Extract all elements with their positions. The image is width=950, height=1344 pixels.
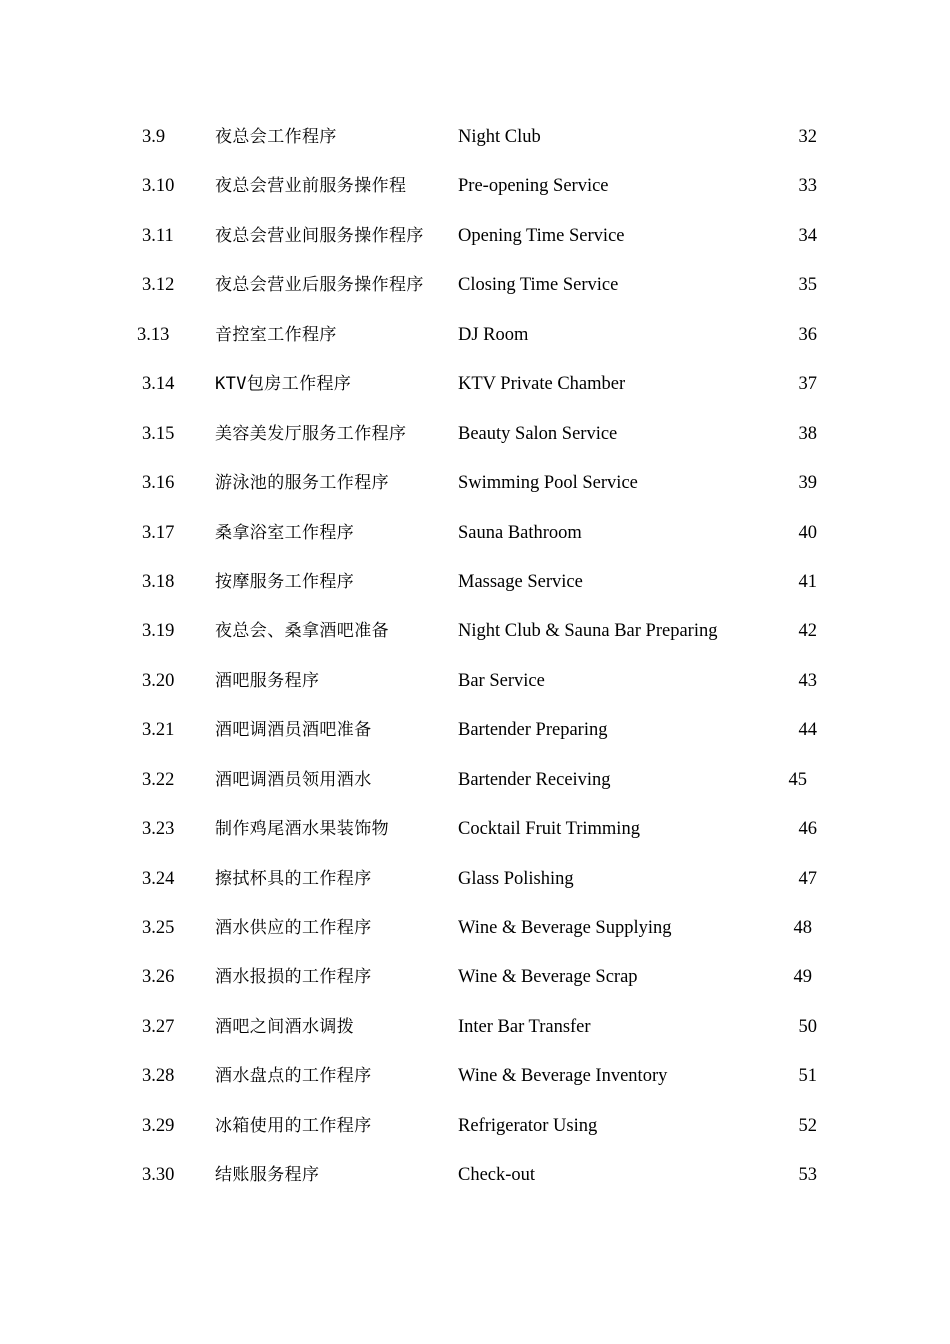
toc-entry [0, 767, 950, 816]
page-number: 38 [798, 423, 817, 444]
page-number: 48 [793, 918, 812, 938]
english-title: Massage Service [458, 571, 583, 592]
toc-entry [0, 866, 950, 915]
page-number: 50 [798, 1016, 817, 1037]
section-number: 3.24 [142, 868, 175, 889]
chinese-title: 夜总会营业后服务操作程序 [215, 275, 424, 296]
page-number: 46 [798, 819, 817, 840]
toc-entry [0, 816, 950, 865]
chinese-title: 游泳池的服务工作程序 [215, 473, 389, 494]
english-title: Closing Time Service [458, 275, 619, 296]
english-title: Inter Bar Transfer [458, 1016, 591, 1037]
toc-entry [0, 717, 950, 766]
english-title: Beauty Salon Service [458, 423, 618, 444]
toc-entry [0, 1162, 950, 1211]
english-title: Check-out [458, 1165, 536, 1186]
section-number: 3.30 [142, 1165, 175, 1186]
page-number: 35 [798, 275, 817, 296]
chinese-title: 夜总会营业间服务操作程序 [215, 225, 424, 246]
page-number: 53 [798, 1165, 817, 1186]
chinese-title: 音控室工作程序 [215, 324, 337, 345]
toc-entry [0, 915, 950, 964]
section-number: 3.29 [142, 1115, 175, 1136]
section-number: 3.25 [142, 918, 175, 938]
toc-entry [0, 618, 950, 667]
english-title: Sauna Bathroom [458, 522, 582, 543]
english-title: Night Club [458, 127, 541, 147]
english-title: Refrigerator Using [458, 1115, 598, 1136]
page-number: 44 [798, 720, 817, 741]
english-title: Wine & Beverage Supplying [458, 918, 672, 938]
page-number: 49 [793, 967, 812, 988]
english-title: Bartender Receiving [458, 769, 611, 790]
toc-entry [0, 371, 950, 420]
chinese-title: 酒水供应的工作程序 [215, 918, 372, 938]
page-number: 45 [788, 769, 807, 790]
section-number: 3.28 [142, 1066, 175, 1087]
page-number: 40 [798, 522, 817, 543]
section-number: 3.13 [137, 324, 170, 345]
page-number: 32 [798, 127, 817, 147]
toc-entry [0, 1113, 950, 1162]
english-title: Glass Polishing [458, 868, 574, 889]
chinese-title: 夜总会工作程序 [215, 127, 337, 147]
table-of-contents [0, 124, 950, 1212]
toc-entry [0, 124, 950, 173]
toc-entry [0, 668, 950, 717]
section-number: 3.10 [142, 176, 175, 197]
english-title: KTV Private Chamber [458, 374, 626, 395]
chinese-title: 酒吧调酒员酒吧准备 [215, 720, 372, 741]
chinese-title: KTV包房工作程序 [215, 374, 352, 395]
page-number: 36 [798, 324, 817, 345]
english-title: DJ Room [458, 324, 529, 345]
english-title: Opening Time Service [458, 225, 625, 246]
english-title: Pre-opening Service [458, 176, 609, 197]
section-number: 3.12 [142, 275, 175, 296]
english-title: Bar Service [458, 670, 545, 691]
section-number: 3.22 [142, 769, 175, 790]
english-title: Cocktail Fruit Trimming [458, 819, 640, 840]
chinese-title: 桑拿浴室工作程序 [215, 522, 355, 543]
toc-entry [0, 1063, 950, 1112]
page-number: 47 [798, 868, 817, 889]
section-number: 3.15 [142, 423, 175, 444]
chinese-title: 酒水报损的工作程序 [215, 967, 372, 988]
section-number: 3.27 [142, 1016, 175, 1037]
page-number: 39 [798, 473, 817, 494]
english-title: Night Club & Sauna Bar Preparing [458, 621, 718, 642]
toc-entry [0, 964, 950, 1013]
chinese-title: 夜总会、桑拿酒吧准备 [215, 621, 389, 642]
section-number: 3.26 [142, 967, 175, 988]
section-number: 3.23 [142, 819, 175, 840]
page-number: 41 [798, 571, 817, 592]
section-number: 3.17 [142, 522, 175, 543]
chinese-title: 结账服务程序 [215, 1165, 320, 1186]
toc-entry [0, 569, 950, 618]
chinese-title: 酒吧调酒员领用酒水 [215, 769, 372, 790]
chinese-title: 制作鸡尾酒水果装饰物 [215, 819, 389, 840]
chinese-title: 酒水盘点的工作程序 [215, 1066, 372, 1087]
section-number: 3.9 [142, 127, 166, 147]
chinese-title: 按摩服务工作程序 [215, 571, 355, 592]
english-title: Wine & Beverage Inventory [458, 1066, 668, 1087]
section-number: 3.19 [142, 621, 175, 642]
page-number: 52 [798, 1115, 817, 1136]
toc-entry [0, 1014, 950, 1063]
section-number: 3.11 [142, 225, 174, 246]
page-number: 51 [798, 1066, 817, 1087]
page-number: 33 [798, 176, 817, 197]
chinese-title: 酒吧服务程序 [215, 670, 320, 691]
toc-entry [0, 470, 950, 519]
page-number: 37 [798, 374, 817, 395]
chinese-title: 夜总会营业前服务操作程 [215, 176, 407, 197]
toc-entry [0, 173, 950, 222]
toc-entry [0, 421, 950, 470]
chinese-title: 酒吧之间酒水调拨 [215, 1016, 355, 1037]
chinese-title: 美容美发厅服务工作程序 [215, 423, 407, 444]
toc-entry [0, 272, 950, 321]
section-number: 3.18 [142, 571, 175, 592]
page-number: 43 [798, 670, 817, 691]
toc-entry [0, 520, 950, 569]
page-number: 34 [798, 225, 817, 246]
section-number: 3.16 [142, 473, 175, 494]
section-number: 3.21 [142, 720, 175, 741]
english-title: Wine & Beverage Scrap [458, 967, 638, 988]
page-number: 42 [798, 621, 817, 642]
section-number: 3.14 [142, 374, 175, 395]
english-title: Swimming Pool Service [458, 473, 638, 494]
section-number: 3.20 [142, 670, 175, 691]
toc-entry [0, 223, 950, 272]
chinese-title: 冰箱使用的工作程序 [215, 1115, 372, 1136]
chinese-title: 擦拭杯具的工作程序 [215, 868, 372, 889]
english-title: Bartender Preparing [458, 720, 608, 741]
toc-entry [0, 322, 950, 371]
